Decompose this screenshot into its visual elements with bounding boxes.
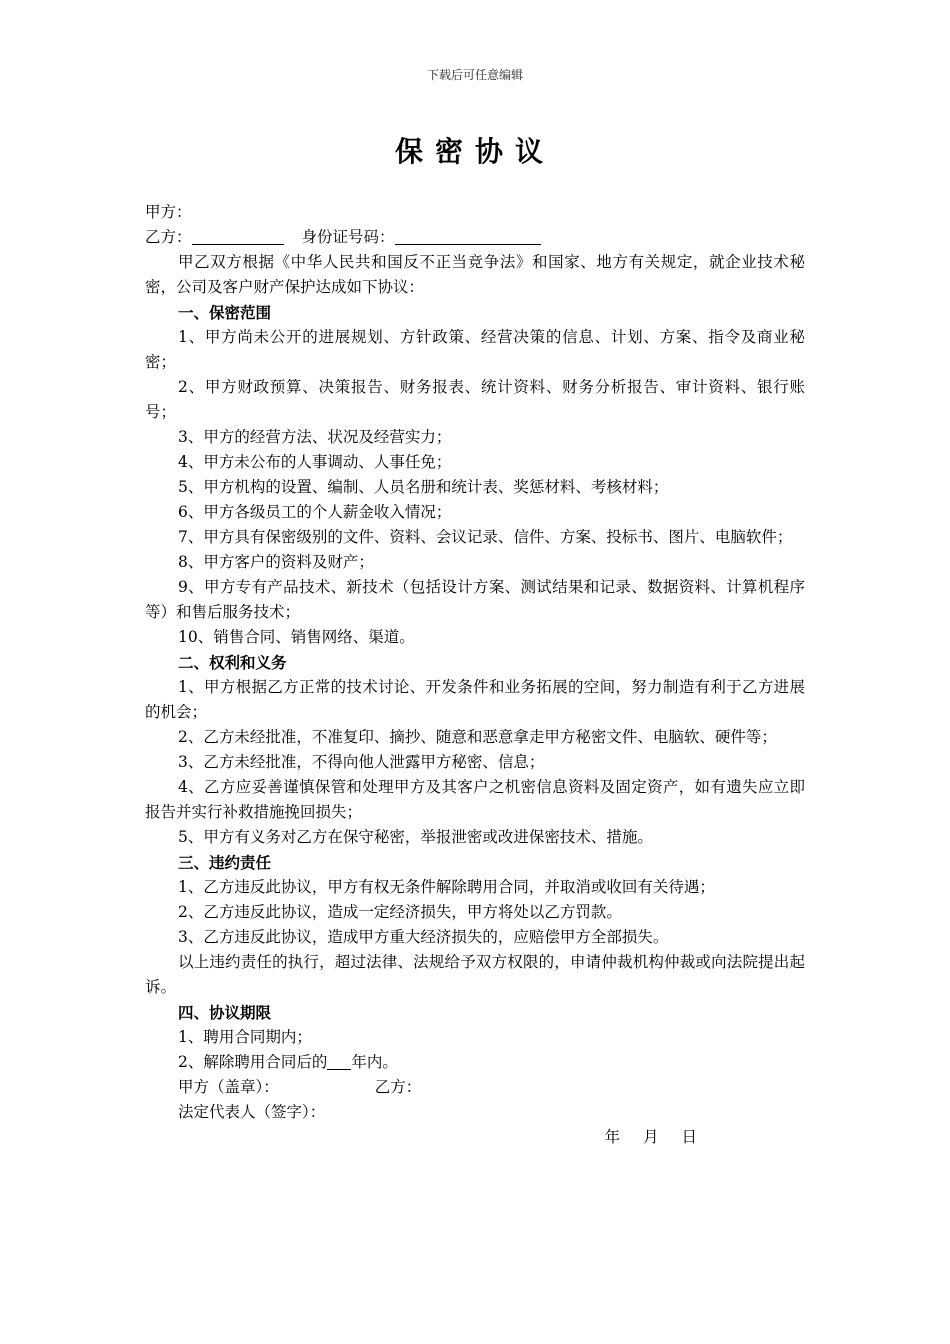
list-item: 10、销售合同、销售网络、渠道。 <box>178 628 415 646</box>
party-b-name-blank[interactable] <box>192 228 284 245</box>
signing-date: 年 月 日 <box>604 1128 697 1146</box>
id-number-label: 身份证号码： <box>301 228 395 246</box>
list-item: 3、甲方的经营方法、状况及经营实力； <box>178 428 452 446</box>
list-item: 3、乙方未经批准，不得向他人泄露甲方秘密、信息； <box>178 753 545 771</box>
section-heading-rights: 二、权利和义务 <box>178 653 287 672</box>
list-item: 4、乙方应妥善谨慎保管和处理甲方及其客户之机密信息资料及固定资产，如有遗失应立即报告并实行补救措施挽回损失； <box>145 778 805 821</box>
section-heading-term: 四、协议期限 <box>178 1003 272 1022</box>
list-item: 2、甲方财政预算、决策报告、财务报表、统计资料、财务分析报告、审计资料、银行账号； <box>145 378 805 421</box>
section-heading-liability: 三、违约责任 <box>178 853 272 872</box>
party-b-line <box>145 225 805 250</box>
legal-rep-signature-label: 法定代表人（签字）： <box>178 1103 326 1121</box>
term-years-line <box>145 1050 805 1075</box>
id-number-blank[interactable] <box>395 228 541 245</box>
list-item: 2、乙方未经批准，不准复印、摘抄、随意和恶意拿走甲方秘密文件、电脑软、硬件等； <box>178 728 777 746</box>
list-item: 7、甲方具有保密级别的文件、资料、会议记录、信件、方案、投标书、图片、电脑软件； <box>178 528 793 546</box>
list-item: 1、乙方违反此协议，甲方有权无条件解除聘用合同，并取消或收回有关待遇； <box>178 878 715 896</box>
document-title: 保密协议 <box>394 135 555 168</box>
list-item: 以上违约责任的执行，超过法律、法规给予双方权限的，申请仲裁机构仲裁或向法院提出起诉。 <box>145 953 805 996</box>
list-item: 4、甲方未公布的人事调动、人事任免； <box>178 453 452 471</box>
party-a-label: 甲方： <box>145 203 192 221</box>
term-years-suffix: 年内。 <box>351 1053 398 1071</box>
header-note: 下载后可任意编辑 <box>426 68 523 82</box>
document-body <box>145 200 805 1150</box>
signature-line <box>145 1075 805 1100</box>
term-years-blank[interactable] <box>327 1053 351 1070</box>
list-item: 1、甲方根据乙方正常的技术讨论、开发条件和业务拓展的空间，努力制造有利于乙方进展的机会； <box>145 678 805 721</box>
preamble-paragraph: 甲乙双方根据《中华人民共和国反不正当竞争法》和国家、地方有关规定，就企业技术秘密，公司及客户财产保护达成如下协议： <box>145 253 805 296</box>
list-item: 5、甲方机构的设置、编制、人员名册和统计表、奖惩材料、考核材料； <box>178 478 669 496</box>
list-item: 9、甲方专有产品技术、新技术（包括设计方案、测试结果和记录、数据资料、计算机程序等）和售后服务技术； <box>145 578 805 621</box>
list-item: 1、甲方尚未公开的进展规划、方针政策、经营决策的信息、计划、方案、指令及商业秘密； <box>145 328 805 371</box>
party-b-signature-label: 乙方： <box>374 1078 422 1096</box>
term-years-prefix: 2、解除聘用合同后的 <box>178 1053 328 1071</box>
list-item: 1、聘用合同期内； <box>178 1028 312 1046</box>
party-a-line <box>145 200 805 225</box>
list-item: 5、甲方有义务对乙方在保守秘密，举报泄密或改进保密技术、措施。 <box>178 828 653 846</box>
section-heading-scope: 一、保密范围 <box>178 303 272 322</box>
list-item: 3、乙方违反此协议，造成甲方重大经济损失的，应赔偿甲方全部损失。 <box>178 928 669 946</box>
list-item: 6、甲方各级员工的个人薪金收入情况； <box>178 503 452 521</box>
list-item: 2、乙方违反此协议，造成一定经济损失，甲方将处以乙方罚款。 <box>178 903 622 921</box>
list-item: 8、甲方客户的资料及财产； <box>178 553 374 571</box>
party-b-label: 乙方： <box>145 228 192 246</box>
party-a-seal-label: 甲方（盖章）： <box>178 1078 279 1096</box>
